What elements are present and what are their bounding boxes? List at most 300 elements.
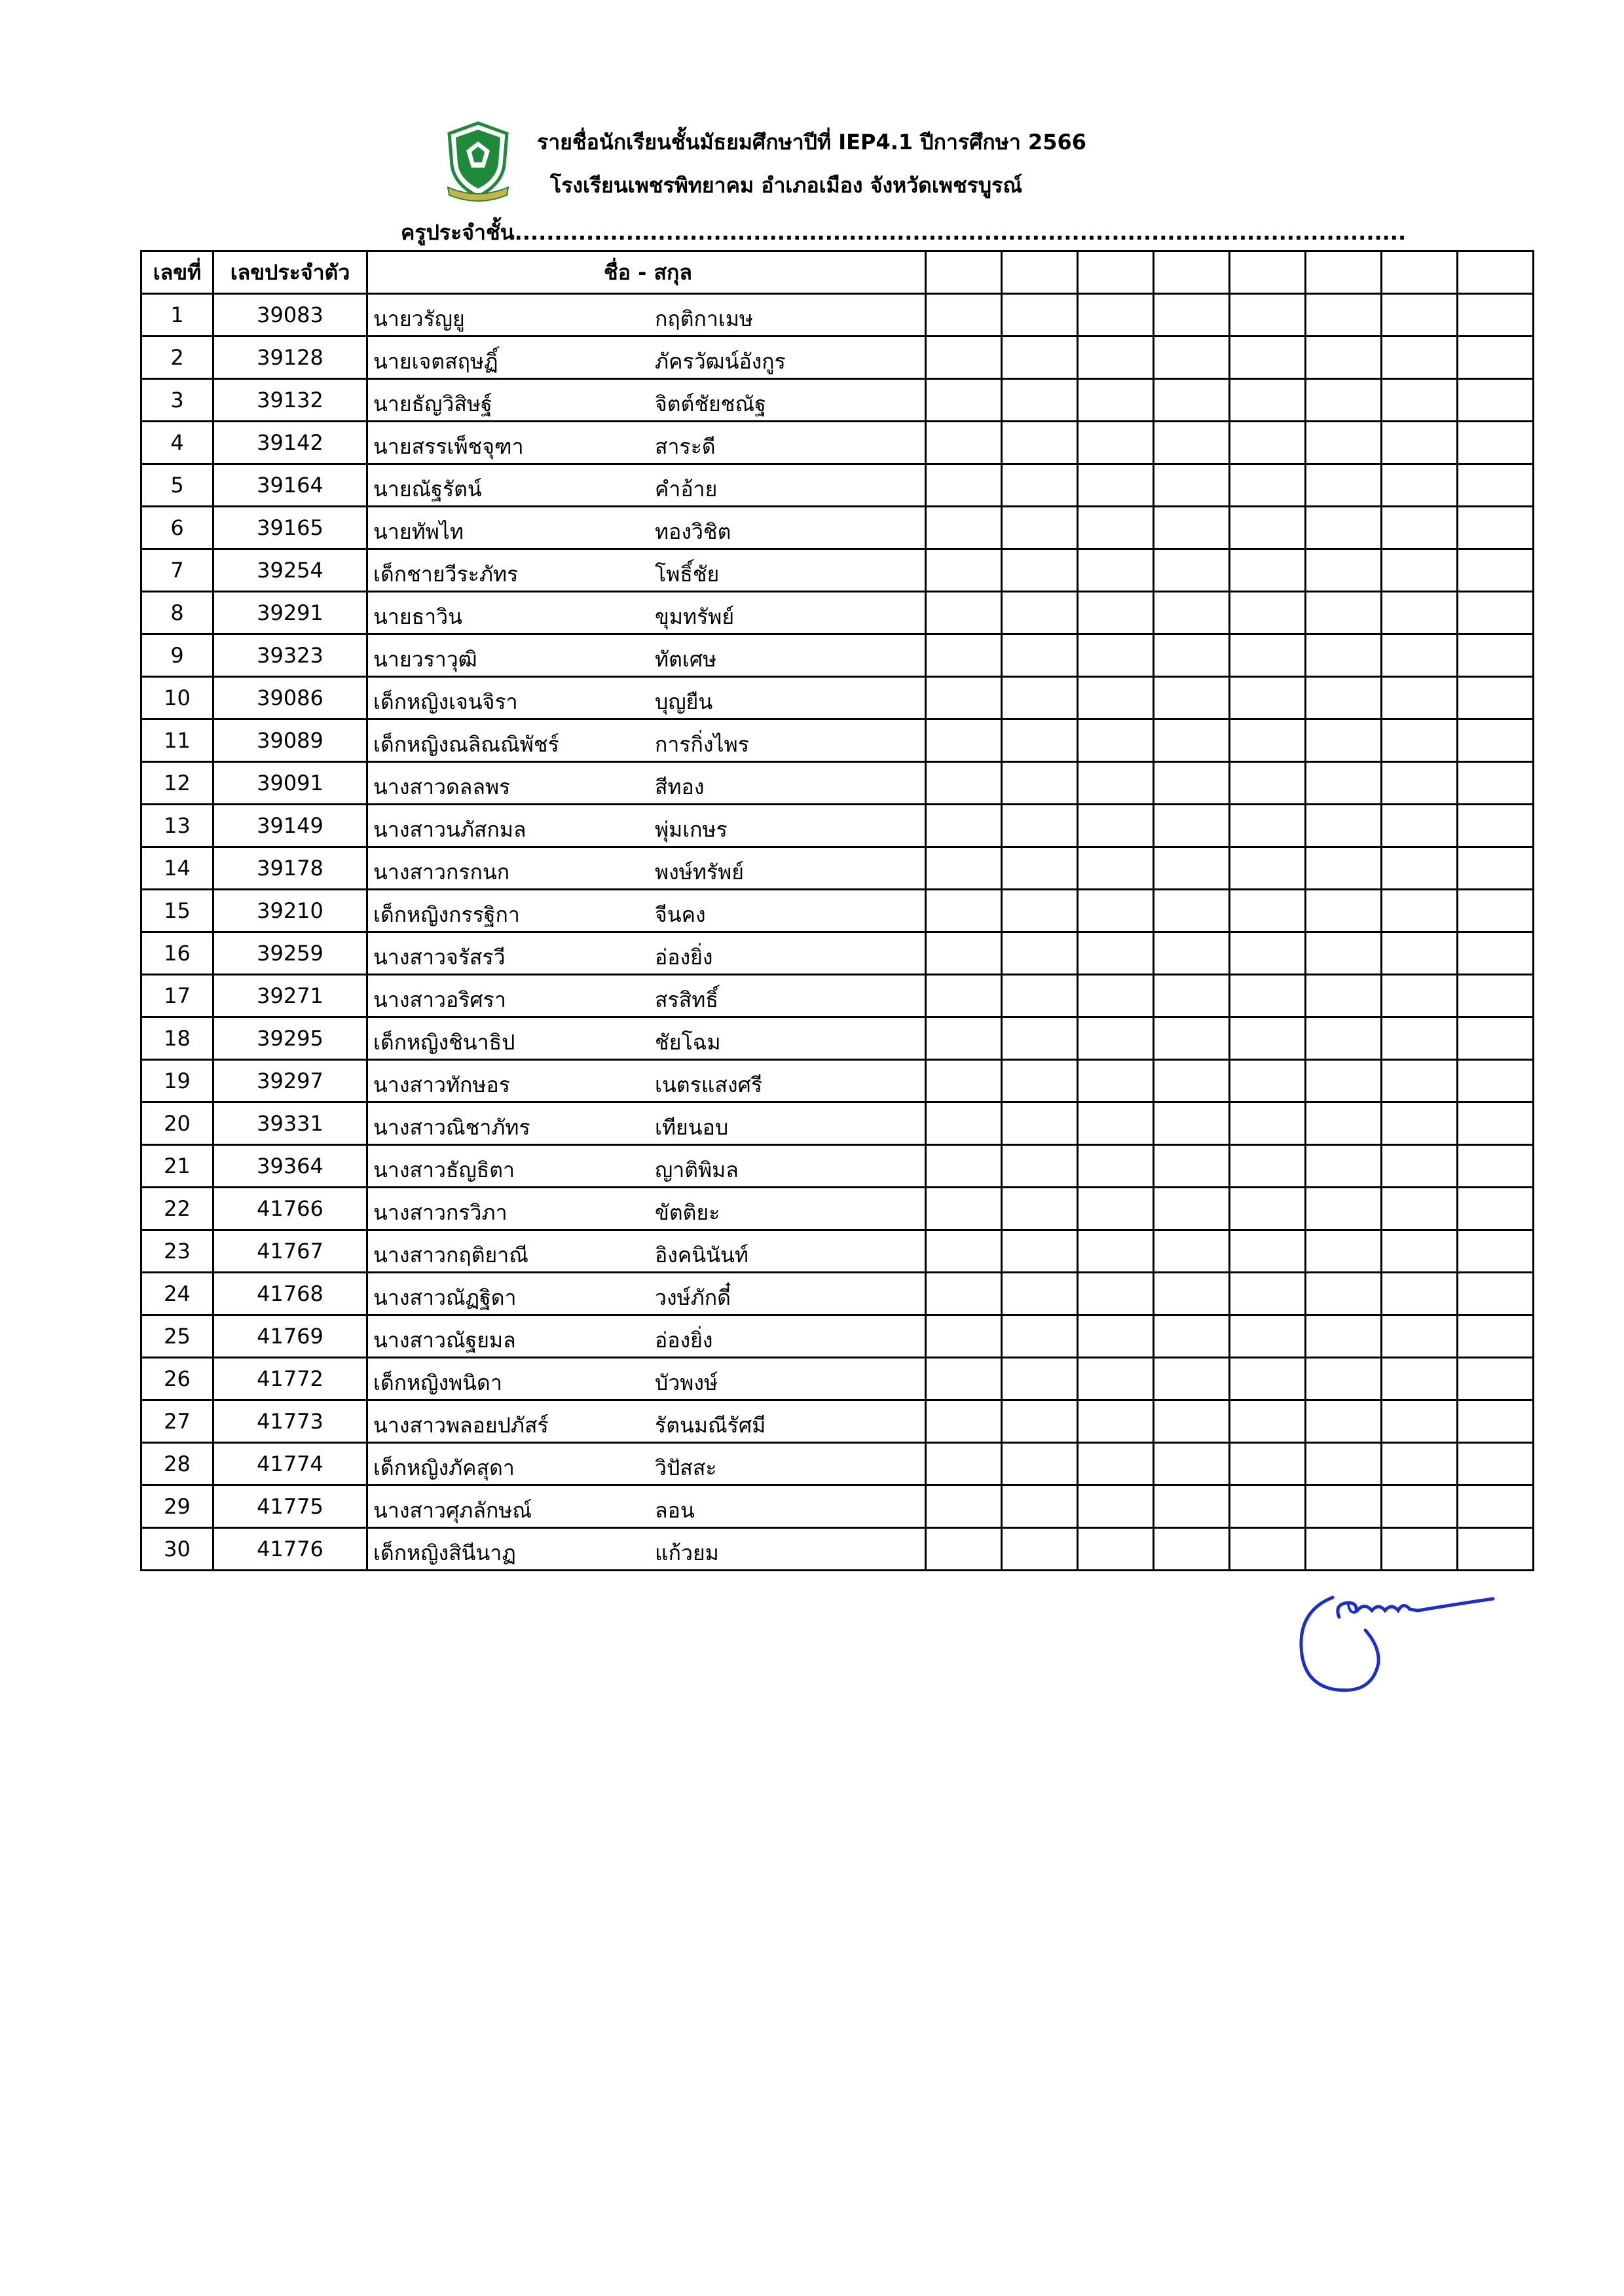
- cell-no: 8: [141, 592, 213, 634]
- blank-check-cell: [926, 634, 1002, 677]
- table-row: [141, 464, 1534, 507]
- table-row: [141, 677, 1534, 720]
- cell-no: 24: [141, 1273, 213, 1315]
- table-row: [141, 1358, 1534, 1400]
- last-name: ทองวิชิต: [655, 519, 731, 544]
- blank-check-cell: [926, 1060, 1002, 1102]
- blank-check-cell: [1078, 932, 1154, 975]
- cell-student-id: 39164: [213, 464, 367, 507]
- blank-check-cell: [1154, 1528, 1230, 1571]
- cell-no: 3: [141, 379, 213, 422]
- blank-check-cell: [1002, 1485, 1078, 1528]
- last-name: โพธิ์ชัย: [655, 562, 720, 587]
- blank-check-cell: [1078, 890, 1154, 932]
- blank-check-cell: [926, 1145, 1002, 1188]
- blank-check-cell: [926, 1102, 1002, 1145]
- blank-check-cell: [1078, 762, 1154, 805]
- blank-check-cell: [926, 1273, 1002, 1315]
- blank-check-cell: [1154, 337, 1230, 379]
- blank-check-cell: [1458, 1485, 1534, 1528]
- header-blank: [1078, 251, 1154, 294]
- cell-student-id: 39178: [213, 847, 367, 890]
- blank-check-cell: [1154, 294, 1230, 337]
- cell-student-id: 39297: [213, 1060, 367, 1102]
- blank-check-cell: [1230, 805, 1306, 847]
- blank-check-cell: [1458, 847, 1534, 890]
- blank-check-cell: [1154, 1443, 1230, 1485]
- cell-student-id: 39149: [213, 805, 367, 847]
- blank-check-cell: [1078, 1358, 1154, 1400]
- blank-check-cell: [1306, 294, 1382, 337]
- blank-check-cell: [1382, 1060, 1458, 1102]
- cell-no: 28: [141, 1443, 213, 1485]
- blank-check-cell: [1078, 805, 1154, 847]
- blank-check-cell: [1458, 762, 1534, 805]
- table-row: [141, 507, 1534, 549]
- table-row: [141, 805, 1534, 847]
- blank-check-cell: [1002, 1315, 1078, 1358]
- blank-check-cell: [1230, 932, 1306, 975]
- blank-check-cell: [1154, 379, 1230, 422]
- header-blank: [1458, 251, 1534, 294]
- table-row: [141, 549, 1534, 592]
- first-name: นายธาวิน: [373, 604, 462, 629]
- blank-check-cell: [1230, 1528, 1306, 1571]
- blank-check-cell: [1002, 1060, 1078, 1102]
- blank-check-cell: [1306, 1060, 1382, 1102]
- first-name: นางสาวพลอยปภัสร์: [373, 1413, 549, 1438]
- cell-full-name: [367, 847, 926, 890]
- cell-no: 19: [141, 1060, 213, 1102]
- first-name: นายทัพไท: [373, 519, 464, 544]
- blank-check-cell: [1154, 1102, 1230, 1145]
- cell-no: 25: [141, 1315, 213, 1358]
- blank-check-cell: [1154, 1485, 1230, 1528]
- last-name: ทัตเศษ: [655, 647, 717, 672]
- cell-no: 29: [141, 1485, 213, 1528]
- blank-check-cell: [1382, 720, 1458, 762]
- header-blank: [1230, 251, 1306, 294]
- last-name: อ่องยิ่ง: [655, 945, 713, 970]
- cell-full-name: [367, 1400, 926, 1443]
- blank-check-cell: [1002, 337, 1078, 379]
- blank-check-cell: [1306, 1273, 1382, 1315]
- first-name: นางสาวศุภลักษณ์: [373, 1498, 532, 1523]
- first-name: เด็กหญิงภัคสุดา: [373, 1455, 515, 1480]
- cell-no: 23: [141, 1230, 213, 1273]
- first-name: นายสรรเพ็ชจุฑา: [373, 434, 524, 459]
- blank-check-cell: [1382, 464, 1458, 507]
- blank-check-cell: [1230, 1443, 1306, 1485]
- blank-check-cell: [1002, 932, 1078, 975]
- blank-check-cell: [1078, 422, 1154, 464]
- blank-check-cell: [1306, 975, 1382, 1017]
- blank-check-cell: [1230, 1060, 1306, 1102]
- cell-no: 10: [141, 677, 213, 720]
- blank-check-cell: [1458, 975, 1534, 1017]
- first-name: นายธัญวิสิษฐ์: [373, 392, 492, 416]
- blank-check-cell: [1154, 720, 1230, 762]
- cell-full-name: [367, 507, 926, 549]
- blank-check-cell: [1078, 549, 1154, 592]
- blank-check-cell: [1154, 1145, 1230, 1188]
- last-name: สรสิทธิ์: [655, 987, 718, 1012]
- blank-check-cell: [1230, 549, 1306, 592]
- first-name: เด็กชายวีระภัทร: [373, 562, 519, 587]
- blank-check-cell: [1154, 677, 1230, 720]
- blank-check-cell: [1002, 1273, 1078, 1315]
- blank-check-cell: [1078, 634, 1154, 677]
- last-name: วิปัสสะ: [655, 1455, 717, 1480]
- cell-student-id: 39295: [213, 1017, 367, 1060]
- cell-full-name: [367, 890, 926, 932]
- cell-full-name: [367, 1017, 926, 1060]
- cell-no: 11: [141, 720, 213, 762]
- blank-check-cell: [1306, 1443, 1382, 1485]
- table-row: [141, 1485, 1534, 1528]
- blank-check-cell: [1382, 932, 1458, 975]
- table-row: [141, 1315, 1534, 1358]
- blank-check-cell: [926, 337, 1002, 379]
- blank-check-cell: [1230, 720, 1306, 762]
- blank-check-cell: [1306, 890, 1382, 932]
- blank-check-cell: [1002, 1145, 1078, 1188]
- table-row: [141, 1443, 1534, 1485]
- cell-student-id: 39132: [213, 379, 367, 422]
- first-name: เด็กหญิงณลิณณิพัชร์: [373, 732, 559, 757]
- cell-full-name: [367, 294, 926, 337]
- blank-check-cell: [1306, 507, 1382, 549]
- cell-no: 15: [141, 890, 213, 932]
- blank-check-cell: [926, 720, 1002, 762]
- blank-check-cell: [1154, 1060, 1230, 1102]
- cell-no: 1: [141, 294, 213, 337]
- table-row: [141, 975, 1534, 1017]
- last-name: ขัตติยะ: [655, 1200, 720, 1225]
- blank-check-cell: [1230, 464, 1306, 507]
- cell-no: 4: [141, 422, 213, 464]
- cell-full-name: [367, 975, 926, 1017]
- cell-student-id: 41774: [213, 1443, 367, 1485]
- blank-check-cell: [926, 1485, 1002, 1528]
- blank-check-cell: [1078, 1060, 1154, 1102]
- blank-check-cell: [926, 549, 1002, 592]
- blank-check-cell: [1382, 847, 1458, 890]
- blank-check-cell: [926, 379, 1002, 422]
- cell-student-id: 39271: [213, 975, 367, 1017]
- cell-student-id: 41776: [213, 1528, 367, 1571]
- blank-check-cell: [1382, 805, 1458, 847]
- blank-check-cell: [1458, 1060, 1534, 1102]
- blank-check-cell: [926, 847, 1002, 890]
- blank-check-cell: [1154, 932, 1230, 975]
- blank-check-cell: [1154, 975, 1230, 1017]
- first-name: เด็กหญิงสินีนาฏ: [373, 1540, 516, 1565]
- blank-check-cell: [926, 507, 1002, 549]
- student-roster-table: [140, 250, 1534, 1571]
- cell-full-name: [367, 1485, 926, 1528]
- table-row: [141, 422, 1534, 464]
- signature-mark: [1293, 1584, 1503, 1705]
- blank-check-cell: [926, 294, 1002, 337]
- blank-check-cell: [1230, 422, 1306, 464]
- blank-check-cell: [1458, 1400, 1534, 1443]
- blank-check-cell: [1154, 1017, 1230, 1060]
- blank-check-cell: [1306, 1358, 1382, 1400]
- cell-no: 12: [141, 762, 213, 805]
- blank-check-cell: [1002, 1017, 1078, 1060]
- blank-check-cell: [1002, 805, 1078, 847]
- cell-student-id: 39259: [213, 932, 367, 975]
- first-name: นางสาวธัญธิตา: [373, 1157, 515, 1182]
- blank-check-cell: [1382, 890, 1458, 932]
- blank-check-cell: [1382, 549, 1458, 592]
- blank-check-cell: [1382, 337, 1458, 379]
- last-name: ภัครวัฒน์อังกูร: [655, 349, 786, 374]
- blank-check-cell: [1382, 634, 1458, 677]
- blank-check-cell: [1154, 805, 1230, 847]
- cell-full-name: [367, 1315, 926, 1358]
- blank-check-cell: [1306, 1315, 1382, 1358]
- first-name: เด็กหญิงชินาธิป: [373, 1030, 515, 1055]
- blank-check-cell: [1306, 762, 1382, 805]
- blank-check-cell: [1306, 592, 1382, 634]
- blank-check-cell: [1154, 507, 1230, 549]
- blank-check-cell: [1458, 890, 1534, 932]
- table-row: [141, 1102, 1534, 1145]
- blank-check-cell: [1078, 975, 1154, 1017]
- blank-check-cell: [1306, 337, 1382, 379]
- cell-full-name: [367, 1145, 926, 1188]
- first-name: นางสาวจรัสรวี: [373, 945, 506, 970]
- blank-check-cell: [1382, 762, 1458, 805]
- blank-check-cell: [1306, 1188, 1382, 1230]
- blank-check-cell: [1382, 422, 1458, 464]
- blank-check-cell: [926, 762, 1002, 805]
- blank-check-cell: [1458, 294, 1534, 337]
- last-name: บัวพงษ์: [655, 1370, 718, 1395]
- blank-check-cell: [1382, 1400, 1458, 1443]
- blank-check-cell: [1306, 549, 1382, 592]
- blank-check-cell: [1230, 1017, 1306, 1060]
- blank-check-cell: [1382, 1358, 1458, 1400]
- cell-student-id: 39086: [213, 677, 367, 720]
- blank-check-cell: [1002, 592, 1078, 634]
- blank-check-cell: [1002, 422, 1078, 464]
- blank-check-cell: [1078, 464, 1154, 507]
- blank-check-cell: [1078, 507, 1154, 549]
- last-name: ลอน: [655, 1498, 695, 1523]
- blank-check-cell: [1306, 379, 1382, 422]
- cell-student-id: 39254: [213, 549, 367, 592]
- table-row: [141, 1188, 1534, 1230]
- blank-check-cell: [1458, 720, 1534, 762]
- blank-check-cell: [1230, 847, 1306, 890]
- blank-check-cell: [1154, 464, 1230, 507]
- blank-check-cell: [1230, 1230, 1306, 1273]
- first-name: นางสาวณิชาภัทร: [373, 1115, 530, 1140]
- blank-check-cell: [1458, 379, 1534, 422]
- blank-check-cell: [1002, 294, 1078, 337]
- blank-check-cell: [1154, 847, 1230, 890]
- last-name: ญาติพิมล: [655, 1157, 739, 1182]
- first-name: นางสาวอริศรา: [373, 987, 506, 1012]
- cell-no: 5: [141, 464, 213, 507]
- cell-no: 6: [141, 507, 213, 549]
- blank-check-cell: [1154, 1315, 1230, 1358]
- blank-check-cell: [1230, 890, 1306, 932]
- blank-check-cell: [1306, 422, 1382, 464]
- cell-full-name: [367, 1358, 926, 1400]
- cell-no: 17: [141, 975, 213, 1017]
- cell-no: 13: [141, 805, 213, 847]
- blank-check-cell: [1458, 422, 1534, 464]
- cell-full-name: [367, 337, 926, 379]
- homeroom-teacher-line: ครูประจำชั้น................................................................................................................: [401, 220, 1407, 245]
- last-name: บุญยืน: [655, 689, 713, 714]
- table-row: [141, 932, 1534, 975]
- blank-check-cell: [1078, 1017, 1154, 1060]
- cell-no: 20: [141, 1102, 213, 1145]
- cell-student-id: 39291: [213, 592, 367, 634]
- header-blank: [1154, 251, 1230, 294]
- blank-check-cell: [1154, 1188, 1230, 1230]
- blank-check-cell: [1002, 847, 1078, 890]
- cell-no: 14: [141, 847, 213, 890]
- table-row: [141, 1400, 1534, 1443]
- blank-check-cell: [1002, 677, 1078, 720]
- first-name: นางสาวดลลพร: [373, 774, 511, 799]
- table-row: [141, 379, 1534, 422]
- blank-check-cell: [1078, 1443, 1154, 1485]
- cell-student-id: 41767: [213, 1230, 367, 1273]
- last-name: คำอ้าย: [655, 477, 718, 501]
- table-body: [141, 294, 1534, 1571]
- blank-check-cell: [1078, 1145, 1154, 1188]
- cell-student-id: 39142: [213, 422, 367, 464]
- table-row: [141, 634, 1534, 677]
- blank-check-cell: [926, 1188, 1002, 1230]
- blank-check-cell: [1154, 422, 1230, 464]
- blank-check-cell: [1458, 464, 1534, 507]
- blank-check-cell: [1458, 1528, 1534, 1571]
- blank-check-cell: [1458, 1230, 1534, 1273]
- cell-no: 21: [141, 1145, 213, 1188]
- blank-check-cell: [1382, 1017, 1458, 1060]
- cell-student-id: 39089: [213, 720, 367, 762]
- blank-check-cell: [1002, 507, 1078, 549]
- blank-check-cell: [1382, 1188, 1458, 1230]
- blank-check-cell: [1078, 720, 1154, 762]
- header-blank: [1382, 251, 1458, 294]
- blank-check-cell: [1458, 1443, 1534, 1485]
- header-student-id: เลขประจำตัว: [213, 251, 367, 294]
- blank-check-cell: [926, 677, 1002, 720]
- blank-check-cell: [1002, 379, 1078, 422]
- blank-check-cell: [1458, 1315, 1534, 1358]
- blank-check-cell: [1154, 1230, 1230, 1273]
- table-row: [141, 762, 1534, 805]
- blank-check-cell: [1154, 1400, 1230, 1443]
- blank-check-cell: [1230, 294, 1306, 337]
- cell-full-name: [367, 1443, 926, 1485]
- header-no: เลขที่: [141, 251, 213, 294]
- first-name: เด็กหญิงพนิดา: [373, 1370, 502, 1395]
- blank-check-cell: [1382, 1102, 1458, 1145]
- cell-full-name: [367, 762, 926, 805]
- cell-full-name: [367, 1060, 926, 1102]
- blank-check-cell: [1002, 1358, 1078, 1400]
- blank-check-cell: [1458, 1358, 1534, 1400]
- blank-check-cell: [1230, 634, 1306, 677]
- blank-check-cell: [926, 890, 1002, 932]
- blank-check-cell: [1230, 1485, 1306, 1528]
- blank-check-cell: [1154, 634, 1230, 677]
- blank-check-cell: [926, 422, 1002, 464]
- last-name: จีนคง: [655, 902, 706, 927]
- blank-check-cell: [1458, 1188, 1534, 1230]
- first-name: นางสาวนภัสกมล: [373, 817, 526, 842]
- cell-full-name: [367, 464, 926, 507]
- blank-check-cell: [1078, 592, 1154, 634]
- blank-check-cell: [926, 975, 1002, 1017]
- cell-student-id: 39083: [213, 294, 367, 337]
- blank-check-cell: [1230, 592, 1306, 634]
- first-name: นางสาวณัฏฐิดา: [373, 1285, 517, 1310]
- cell-student-id: 39091: [213, 762, 367, 805]
- blank-check-cell: [926, 1315, 1002, 1358]
- blank-check-cell: [1230, 1315, 1306, 1358]
- blank-check-cell: [926, 1230, 1002, 1273]
- blank-check-cell: [926, 932, 1002, 975]
- blank-check-cell: [1230, 1400, 1306, 1443]
- blank-check-cell: [1306, 1145, 1382, 1188]
- blank-check-cell: [1230, 975, 1306, 1017]
- cell-full-name: [367, 1102, 926, 1145]
- last-name: อ่องยิ่ง: [655, 1328, 713, 1353]
- header-blank: [1306, 251, 1382, 294]
- first-name: เด็กหญิงเจนจิรา: [373, 689, 518, 714]
- cell-no: 9: [141, 634, 213, 677]
- cell-student-id: 39165: [213, 507, 367, 549]
- blank-check-cell: [1382, 975, 1458, 1017]
- blank-check-cell: [1002, 634, 1078, 677]
- cell-student-id: 41766: [213, 1188, 367, 1230]
- blank-check-cell: [1458, 1145, 1534, 1188]
- cell-full-name: [367, 634, 926, 677]
- blank-check-cell: [1002, 1443, 1078, 1485]
- blank-check-cell: [1458, 634, 1534, 677]
- blank-check-cell: [1306, 805, 1382, 847]
- blank-check-cell: [1382, 592, 1458, 634]
- blank-check-cell: [1382, 1273, 1458, 1315]
- blank-check-cell: [1306, 1230, 1382, 1273]
- cell-no: 22: [141, 1188, 213, 1230]
- cell-full-name: [367, 805, 926, 847]
- blank-check-cell: [926, 464, 1002, 507]
- cell-student-id: 41775: [213, 1485, 367, 1528]
- cell-full-name: [367, 592, 926, 634]
- blank-check-cell: [1154, 762, 1230, 805]
- table-row: [141, 1017, 1534, 1060]
- last-name: พุ่มเกษร: [655, 817, 728, 842]
- table-row: [141, 1145, 1534, 1188]
- first-name: นางสาวกรกนก: [373, 860, 510, 884]
- blank-check-cell: [1458, 549, 1534, 592]
- blank-check-cell: [1002, 1230, 1078, 1273]
- blank-check-cell: [1230, 1358, 1306, 1400]
- blank-check-cell: [926, 805, 1002, 847]
